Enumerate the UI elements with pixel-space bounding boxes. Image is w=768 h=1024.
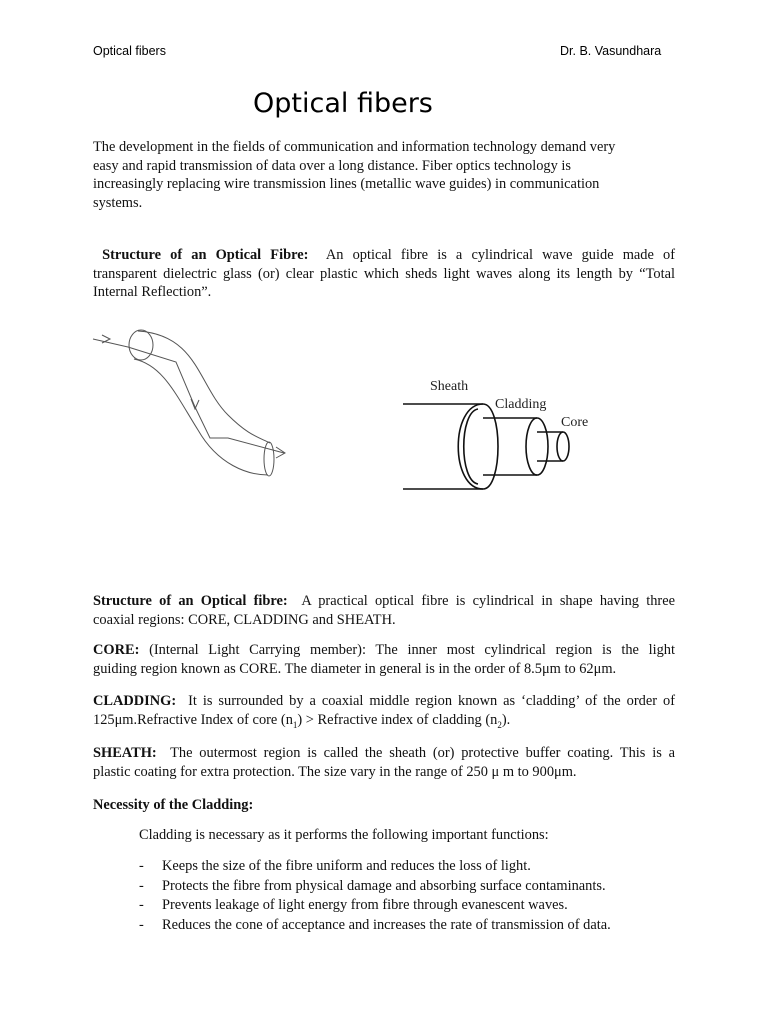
- core-text: (Internal Light Carrying member): The inner most cylindrical region is the light: [149, 642, 675, 658]
- cladding-text: It is surrounded by a coaxial middle region known as ‘cladding’ of the order of: [188, 693, 675, 709]
- intro-line: easy and rapid transmission of data over a long distance. Fiber optics technology is: [93, 157, 571, 174]
- core-paragraph: [93, 641, 675, 678]
- list-item-text: Keeps the size of the fibre uniform and reduces the loss of light.: [162, 858, 531, 874]
- core-end-face: [557, 432, 569, 461]
- sheath-end-right: [483, 404, 498, 489]
- list-item-text: Reduces the cone of acceptance and increases the rate of transmission of data.: [162, 916, 611, 933]
- list-item: [139, 877, 611, 897]
- core-text: guiding region known as CORE. The diameter in general is in the order of 8.5μm to 62μm.: [93, 660, 617, 677]
- cladding-text: 125μm.Refractive Index of core (n: [93, 711, 293, 728]
- intro-line: The development in the fields of communication and information technology demand very: [93, 139, 616, 155]
- core-heading: CORE:: [93, 642, 140, 658]
- sheath-label: Sheath: [430, 379, 469, 394]
- structure-detail-paragraph: [93, 592, 675, 629]
- sheath-inner-arc: [464, 409, 478, 484]
- intro-line: systems.: [93, 194, 143, 211]
- running-header-right: Dr. B. Vasundhara: [560, 44, 662, 58]
- cladding-end-face: [526, 418, 548, 475]
- bullet-dash: -: [139, 877, 144, 894]
- bullet-dash: -: [139, 858, 144, 874]
- fibre-lower-wall: [134, 359, 268, 475]
- subscript: 1: [292, 719, 298, 730]
- page-title: Optical fibers: [253, 88, 433, 119]
- core-label: Core: [561, 415, 589, 430]
- cladding-paragraph: [93, 692, 675, 734]
- cladding-text: ) > Refractive index of cladding (n: [297, 711, 498, 728]
- sheath-text: The outermost region is called the sheath (or) protective buffer coating. This is a: [170, 745, 676, 761]
- intro-paragraph: [93, 138, 675, 212]
- fibre-structure-diagram: [395, 372, 605, 497]
- running-header-left: Optical fibers: [93, 44, 166, 58]
- fibre-entry-face: [129, 330, 153, 360]
- total-internal-reflection-diagram: [88, 325, 298, 490]
- fibre-exit-face: [264, 442, 274, 476]
- necessity-list: [139, 857, 611, 935]
- cladding-heading: CLADDING:: [93, 693, 177, 709]
- list-item-text: Prevents leakage of light energy from fibre through evanescent waves.: [162, 897, 568, 914]
- structure-detail-text: A practical optical fibre is cylindrical in shape having three: [301, 593, 675, 609]
- list-item: [139, 896, 611, 916]
- structure-heading: Structure of an Optical Fibre:: [102, 247, 309, 263]
- sheath-text: plastic coating for extra protection. The size vary in the range of 250 μ m to 900μm.: [93, 763, 577, 780]
- list-item-text: Protects the fibre from physical damage and absorbing surface contaminants.: [162, 877, 606, 894]
- structure-detail-text: coaxial regions: CORE, CLADDING and SHEATH.: [93, 611, 396, 628]
- intro-line: increasingly replacing wire transmission lines (metallic wave guides) in communication: [93, 176, 600, 193]
- structure-text: transparent dielectric glass (or) clear plastic which sheds light waves along its length by “Total: [93, 265, 675, 282]
- list-item: [139, 857, 611, 877]
- sheath-end-left: [458, 404, 483, 489]
- structure-text: An optical fibre is a cylindrical wave guide made of: [325, 247, 675, 263]
- list-item: [139, 916, 611, 936]
- necessity-section: [93, 796, 675, 815]
- structure-text: Internal Reflection”.: [93, 284, 212, 301]
- structure-paragraph: [93, 246, 675, 302]
- subscript: 2: [497, 719, 502, 730]
- sheath-paragraph: [93, 744, 675, 781]
- necessity-heading: Necessity of the Cladding:: [93, 797, 254, 813]
- bullet-dash: -: [139, 916, 144, 933]
- sheath-heading: SHEATH:: [93, 745, 157, 761]
- necessity-intro: Cladding is necessary as it performs the following important functions:: [139, 827, 549, 843]
- bullet-dash: -: [139, 897, 144, 914]
- cladding-text: ).: [501, 711, 511, 728]
- cladding-label: Cladding: [495, 397, 547, 412]
- structure-detail-heading: Structure of an Optical fibre:: [93, 593, 288, 609]
